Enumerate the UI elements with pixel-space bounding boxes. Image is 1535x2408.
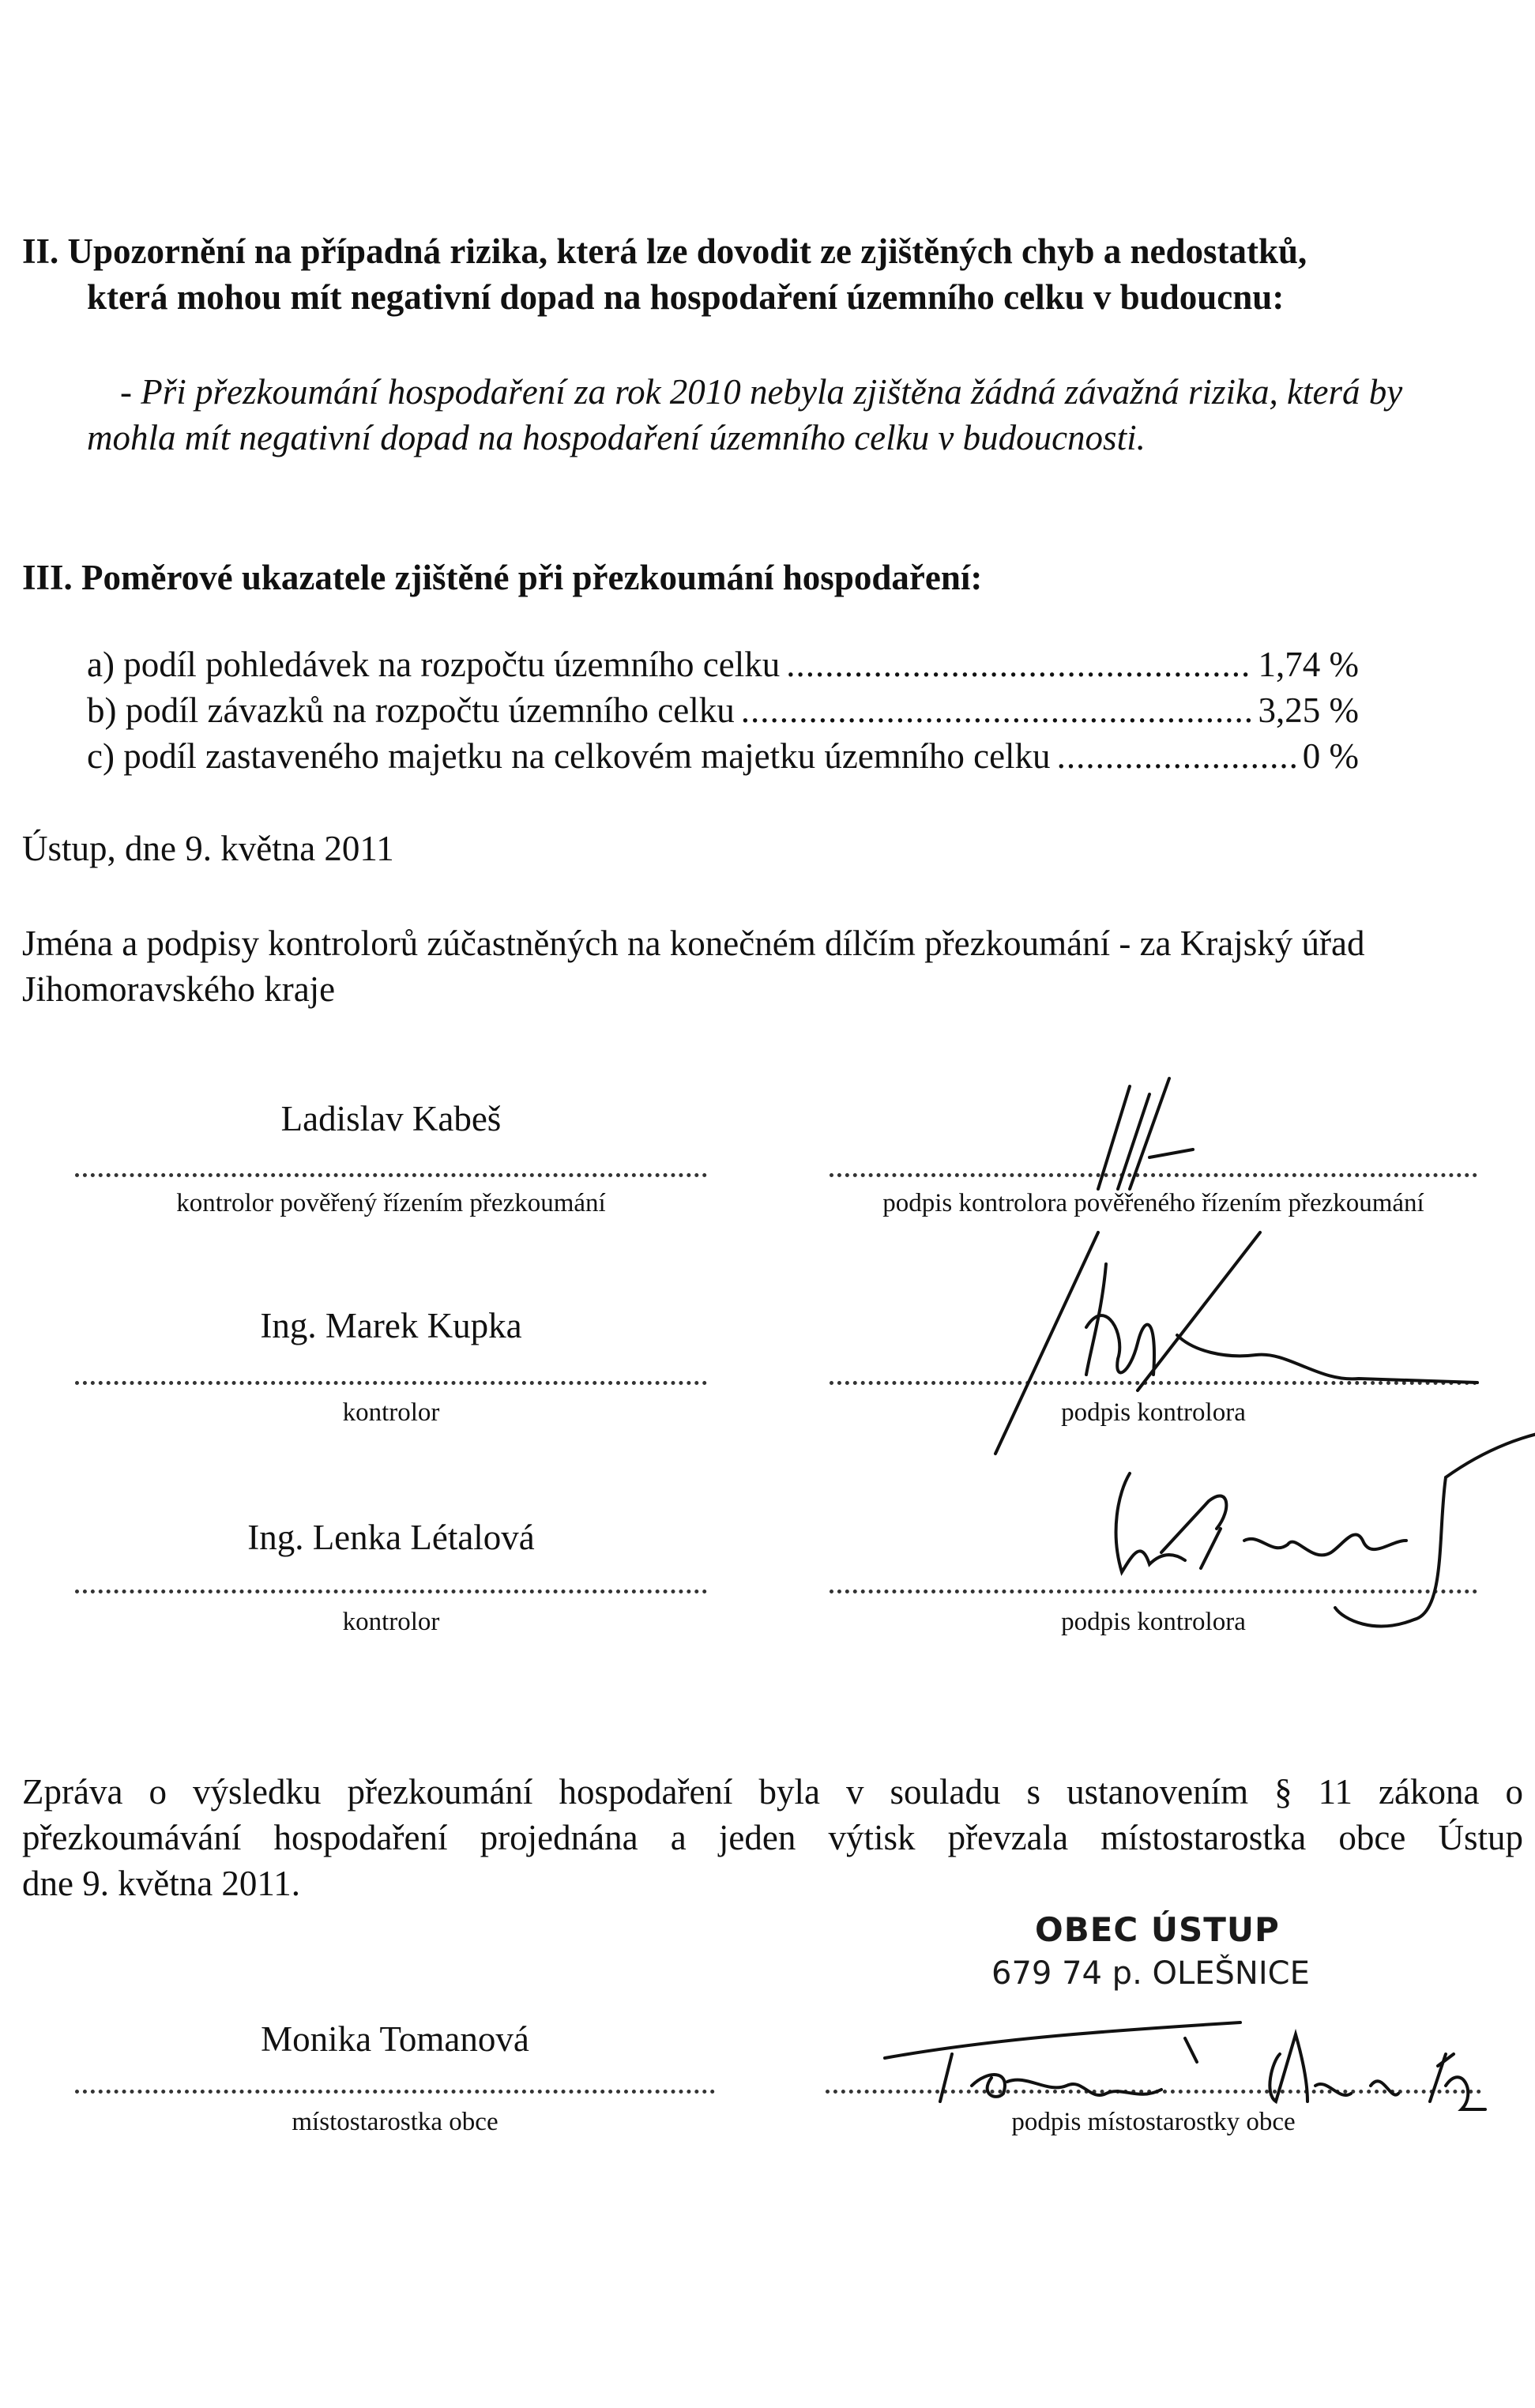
municipality-stamp-line-2: 679 74 p. OLEŠNICE — [991, 1955, 1310, 1992]
leader-dots — [741, 690, 1252, 731]
controller-role: kontrolor — [342, 1608, 440, 1636]
handwritten-signature-tomanova — [877, 1983, 1509, 2125]
signature-line — [75, 1590, 707, 1593]
section-3-heading: III. Poměrové ukazatele zjištěné při přezkoumání hospodaření: — [22, 558, 983, 597]
controller-name: Ing. Marek Kupka — [260, 1306, 522, 1345]
section-2-text-line-2: mohla mít negativní dopad na hospodaření územního celku v budoucnosti. — [87, 418, 1146, 457]
indicator-label: c) podíl zastaveného majetku na celkovém majetku územního celku — [87, 736, 1051, 776]
handwritten-signature-kabes — [1074, 1070, 1201, 1205]
report-line-2: přezkoumávání hospodaření projednána a jeden výtisk převzala místostarostka obce Ústup — [22, 1818, 1523, 1857]
deputy-signature-label: podpis místostarostky obce — [1011, 2108, 1296, 2136]
section-2-text-line-1: - Při přezkoumání hospodaření za rok 2010 nebyla zjištěna žádná závažná rizika, která by — [120, 372, 1403, 412]
handwritten-signature-letalova — [1074, 1414, 1517, 1667]
controller-role: kontrolor pověřený řízením přezkoumání — [176, 1189, 606, 1217]
controller-name: Ing. Lenka Létalová — [247, 1518, 535, 1557]
report-line-1: Zpráva o výsledku přezkoumání hospodaření byla v souladu s ustanovením § 11 zákona o — [22, 1772, 1523, 1812]
controllers-intro-line-2: Jihomoravského kraje — [22, 969, 336, 1009]
signature-label: podpis kontrolora — [1061, 1608, 1246, 1636]
deputy-role: místostarostka obce — [292, 2108, 498, 2136]
indicator-row — [87, 690, 1359, 731]
controllers-intro-line-1: Jména a podpisy kontrolorů zúčastněných na konečném dílčím přezkoumání - za Krajský úřad — [22, 924, 1365, 963]
indicator-row — [87, 736, 1359, 777]
section-2-heading-line-2: která mohou mít negativní dopad na hospodaření územního celku v budoucnu: — [87, 277, 1285, 317]
signature-label: podpis kontrolora pověřeného řízením přezkoumání — [882, 1189, 1424, 1217]
municipality-stamp-line-1: OBEC ÚSTUP — [1035, 1910, 1280, 1949]
indicator-value: 0 % — [1302, 736, 1359, 776]
signature-line — [75, 1173, 707, 1177]
place-date: Ústup, dne 9. května 2011 — [22, 829, 394, 868]
indicator-row — [87, 644, 1359, 685]
section-2-heading-line-1: II. Upozornění na případná rizika, která lze dovodit ze zjištěných chyb a nedostatků, — [22, 231, 1307, 271]
deputy-name: Monika Tomanová — [261, 2019, 529, 2059]
signature-label: podpis kontrolora — [1061, 1398, 1246, 1427]
signature-line — [75, 1381, 707, 1385]
indicator-label: a) podíl pohledávek na rozpočtu územního celku — [87, 645, 781, 684]
indicator-value: 3,25 % — [1258, 690, 1359, 730]
report-line-3: dne 9. května 2011. — [22, 1864, 301, 1903]
indicator-value: 1,74 % — [1258, 645, 1359, 684]
indicator-label: b) podíl závazků na rozpočtu územního celku — [87, 690, 735, 730]
controller-name: Ladislav Kabeš — [280, 1099, 502, 1138]
leader-dots — [1057, 736, 1296, 777]
signature-line — [75, 2090, 715, 2094]
controller-role: kontrolor — [342, 1398, 440, 1427]
leader-dots — [786, 644, 1251, 685]
